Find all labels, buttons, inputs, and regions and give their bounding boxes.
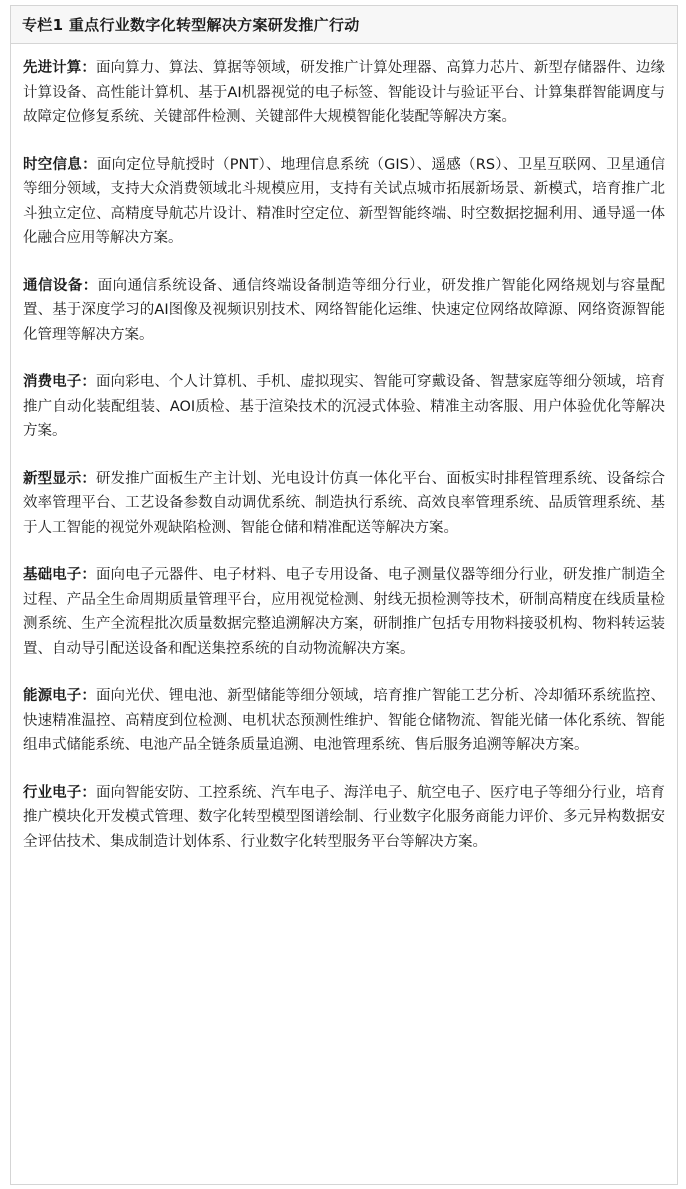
section-industry-electronics [23, 781, 665, 855]
section-text: 面向电子元器件、电子材料、电子专用设备、电子测量仪器等细分行业，研发推广制造全过程、产品全生命周期质量管理平台，应用视觉检测、射线无损检测等技术，研制高精度在线质量检测系统、生产全流程批次质量数据完整追溯解决方案，研制推广包括专用物料接驳机构、物料转运装置、自动导引配送设备和配送集控系统的自动物流解决方案。 [23, 567, 666, 657]
section-label: 时空信息： [23, 156, 97, 173]
section-text: 面向智能安防、工控系统、汽车电子、海洋电子、航空电子、医疗电子等细分行业，培育推广模块化开发模式管理、数字化转型模型图谱绘制、行业数字化服务商能力评价、多元异构数据安全评估技术、集成制造计划体系、行业数字化转型服务平台等解决方案。 [23, 784, 666, 850]
section-communication-equipment [23, 274, 665, 348]
section-label: 基础电子： [23, 567, 96, 583]
section-text: 研发推广面板生产主计划、光电设计仿真一体化平台、面板实时排程管理系统、设备综合效率管理平台、工艺设备参数自动调优系统、制造执行系统、高效良率管理系统、品质管理系统、基于人工智能的视觉外观缺陷检测、智能仓储和精准配送等解决方案。 [23, 470, 666, 536]
content-box [10, 5, 678, 1185]
section-label: 先进计算： [23, 60, 96, 76]
title-bar [11, 6, 677, 44]
section-spatiotemporal-info [23, 153, 665, 251]
section-text: 面向定位导航授时（PNT）、地理信息系统（GIS）、遥感（RS）、卫星互联网、卫星通信等细分领域，支持大众消费领域北斗规模应用，支持有关试点城市拓展新场景、新模式，培育推广北斗独立定位、高精度导航芯片设计、精准时空定位、新型智能终端、时空数据挖掘利用、通导遥一体化融合应用等解决方案。 [23, 156, 666, 246]
section-label: 行业电子： [23, 784, 96, 801]
section-energy-electronics [23, 684, 665, 758]
section-new-display [23, 467, 665, 541]
section-basic-electronics [23, 563, 665, 661]
section-label: 通信设备： [23, 277, 98, 294]
section-text: 面向通信系统设备、通信终端设备制造等细分行业，研发推广智能化网络规划与容量配置、基于深度学习的AI图像及视频识别技术、网络智能化运维、快速定位网络故障源、网络资源智能化管理等解决方案。 [23, 277, 665, 343]
section-text: 面向算力、算法、算据等领域，研发推广计算处理器、高算力芯片、新型存储器件、边缘计算设备、高性能计算机、基于AI机器视觉的电子标签、智能设计与验证平台、计算集群智能调度与故障定位修复系统、关键部件检测、关键部件大规模智能化装配等解决方案。 [23, 60, 666, 125]
section-list [11, 44, 677, 854]
section-label: 消费电子： [23, 374, 96, 390]
section-consumer-electronics [23, 370, 665, 444]
section-text: 面向光伏、锂电池、新型储能等细分领域，培育推广智能工艺分析、冷却循环系统监控、快速精准温控、高精度到位检测、电机状态预测性维护、智能仓储物流、智能光储一体化系统、智能组串式储能系统、电池产品全链条质量追溯、电池管理系统、售后服务追溯等解决方案。 [23, 688, 666, 753]
section-label: 新型显示： [23, 470, 96, 487]
page-title: 专栏1 重点行业数字化转型解决方案研发推广行动 [22, 16, 360, 34]
section-advanced-computing [23, 56, 665, 130]
section-label: 能源电子： [23, 688, 96, 704]
section-text: 面向彩电、个人计算机、手机、虚拟现实、智能可穿戴设备、智慧家庭等细分领域，培育推广自动化装配组装、AOI质检、基于渲染技术的沉浸式体验、精准主动客服、用户体验优化等解决方案。 [23, 374, 666, 439]
